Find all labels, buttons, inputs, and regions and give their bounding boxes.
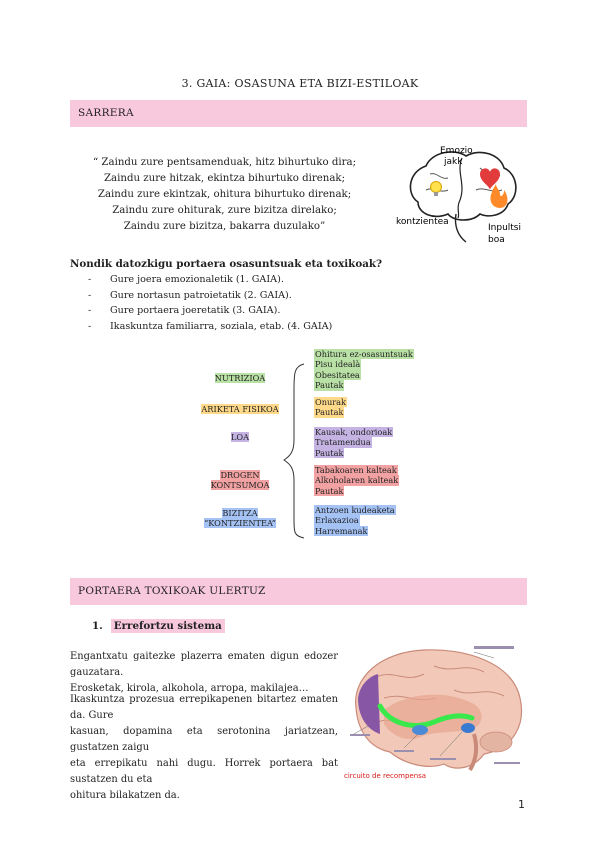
- reward-circuit-brain-image: [344, 638, 529, 780]
- brain-illustration: [396, 144, 526, 249]
- paragraph-line: Erosketak, kirola, alkohola, arropa, makilajea…: [70, 683, 309, 694]
- page-number: 1: [518, 798, 525, 811]
- subsection-heading: [92, 620, 225, 632]
- brain-label-top: Emozio: [440, 146, 473, 156]
- item: Pautak: [315, 447, 344, 458]
- items-nutrizioa: [314, 349, 414, 391]
- category-label-line: KONTSUMOA: [210, 480, 270, 490]
- item: Kausak, ondorioak: [315, 427, 393, 437]
- category-label: NUTRIZIOA: [214, 373, 266, 383]
- category-nutrizioa: [185, 373, 295, 383]
- paragraph-line: Engantxatu gaitezke plazerra ematen digun edozer gauzatara.: [70, 651, 338, 678]
- paragraph-line: ohitura bilakatzen da.: [70, 790, 180, 801]
- paragraph-line: Ikaskuntza prozesua errepikapenen bitartez ematen da. Gure: [70, 694, 338, 721]
- section-band-portaera: [70, 578, 527, 605]
- list-item: - Ikaskuntza familiarra, soziala, etab. (4. GAIA): [90, 319, 332, 335]
- brain-label-right2: boa: [488, 235, 505, 245]
- item: Alkoholaren kalteak: [315, 475, 399, 486]
- item: Erlaxazioa: [315, 515, 359, 526]
- paragraph-line: kasuan, dopamina eta serotonina jariatzean, gustatzen zaigu: [70, 726, 338, 753]
- item: Ohitura ez-osasuntsuak: [315, 349, 413, 359]
- category-ariketa: [185, 404, 295, 414]
- subsection-title: Errefortzu sistema: [111, 619, 225, 633]
- item: Pautak: [315, 407, 344, 418]
- item: Onurak: [315, 397, 347, 407]
- item: Antzoen kudeaketa: [315, 505, 395, 515]
- quote-line: Zaindu zure ekintzak, ohitura bihurtuko direnak;: [97, 189, 352, 200]
- section-heading: SARRERA: [78, 107, 134, 119]
- reward-caption: circuito de recompensa: [344, 772, 427, 780]
- category-label: LOA: [230, 432, 250, 442]
- quote-line: Zaindu zure ohiturak, zure bizitza direlako;: [112, 205, 337, 216]
- category-drogen: [185, 470, 295, 490]
- quote-line: Zaindu zure hitzak, ekintza bihurtuko direnak;: [103, 173, 346, 184]
- category-bizitza: [185, 508, 295, 528]
- paragraph-1: [70, 649, 338, 697]
- brain-label-top2: jakk: [444, 157, 463, 167]
- origin-list: [90, 272, 332, 334]
- item: Pautak: [315, 485, 344, 496]
- item: Harremanak: [315, 525, 368, 536]
- paragraph-line: eta errepikatu nahi dugu. Horrek portaera bat sustatzen du eta: [70, 758, 338, 785]
- category-label-line: BIZITZA: [222, 508, 258, 518]
- question-heading: Nondik datozkigu portaera osasuntsuak eta toxikoak?: [70, 258, 383, 270]
- category-label-line: DROGEN: [220, 470, 260, 480]
- items-drogen: [314, 465, 399, 496]
- page-title: 3. GAIA: OSASUNA ETA BIZI-ESTILOAK: [181, 77, 419, 90]
- item: Pautak: [315, 380, 344, 391]
- brain-label-left: kontzientea: [396, 217, 449, 227]
- brain-label-right1: Inpultsi: [488, 223, 521, 233]
- item: Obesitatea: [315, 369, 360, 380]
- item: Tabakoaren kalteak: [315, 465, 397, 475]
- item: Pisu idealà: [315, 359, 361, 370]
- items-loa: [314, 427, 393, 458]
- brace-icon: [280, 360, 310, 540]
- category-loa: [185, 432, 295, 442]
- list-item: - Gure portaera joeretatik (3. GAIA).: [90, 303, 332, 319]
- category-label: ARIKETA FISIKOA: [201, 404, 279, 414]
- category-label-line: “KONTZIENTEA”: [204, 518, 276, 528]
- items-bizitza: [314, 505, 396, 536]
- list-item: - Gure joera emozionaletik (1. GAIA).: [90, 272, 332, 288]
- list-item: - Gure nortasun patroietatik (2. GAIA).: [90, 288, 332, 304]
- items-ariketa: [314, 397, 347, 418]
- quote-line: Zaindu zure bizitza, bakarra duzulako”: [123, 221, 326, 232]
- quote-line: “ Zaindu zure pentsamenduak, hitz bihurtuko dira;: [92, 157, 356, 168]
- section-heading: PORTAERA TOXIKOAK ULERTUZ: [78, 585, 266, 597]
- subsection-number: 1.: [92, 620, 103, 632]
- item: Tratamendua: [315, 437, 371, 448]
- paragraph-2: [70, 692, 338, 804]
- section-band-sarrera: [70, 100, 527, 127]
- quote-block: [92, 155, 357, 235]
